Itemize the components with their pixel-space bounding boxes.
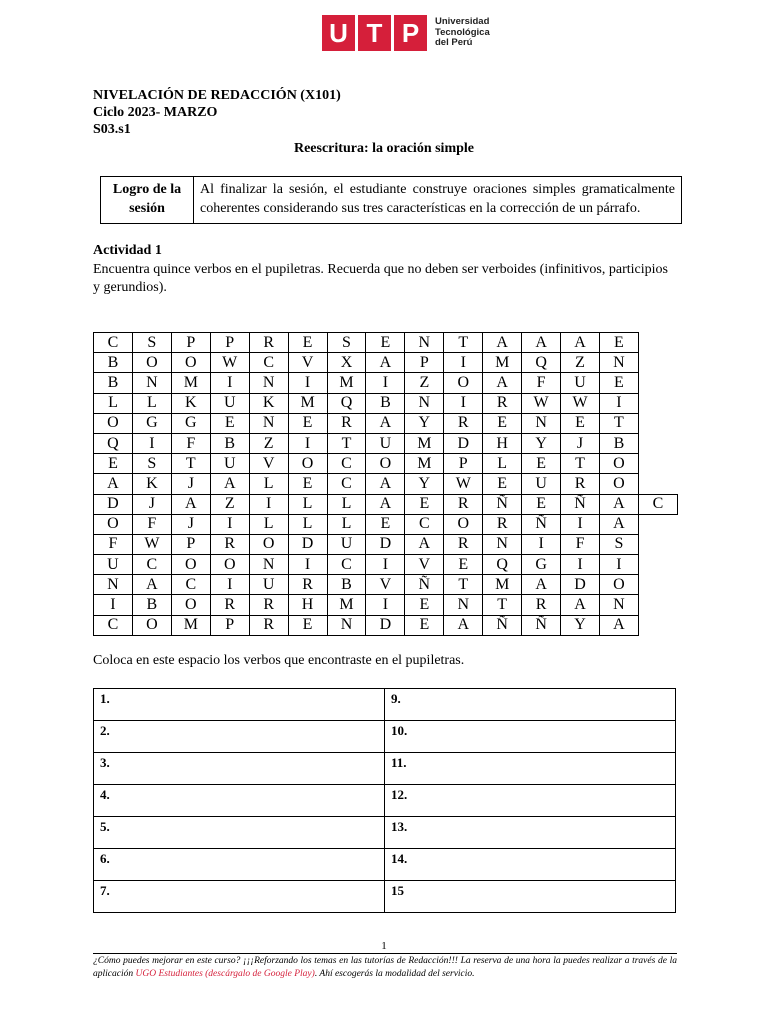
grid-row (94, 393, 678, 413)
grid-cell: C (249, 353, 288, 373)
grid-cell: I (249, 494, 288, 514)
grid-cell: A (483, 333, 522, 353)
grid-row (94, 433, 678, 453)
grid-cell: O (599, 474, 638, 494)
grid-cell: O (94, 514, 133, 534)
grid-cell: E (405, 595, 444, 615)
grid-cell: A (599, 514, 638, 534)
grid-cell: C (132, 555, 171, 575)
grid-cell: N (599, 353, 638, 373)
grid-cell: U (94, 555, 133, 575)
grid-cell: M (327, 373, 366, 393)
grid-cell: H (483, 433, 522, 453)
grid-cell: R (249, 615, 288, 635)
answer-field[interactable]: 1. (94, 689, 385, 721)
word-search-grid (93, 332, 678, 636)
grid-cell: B (210, 433, 249, 453)
grid-cell: U (210, 454, 249, 474)
grid-cell: F (561, 534, 600, 554)
grid-cell: B (94, 353, 133, 373)
grid-cell: O (599, 454, 638, 474)
grid-cell: Ñ (405, 575, 444, 595)
grid-cell: Z (210, 494, 249, 514)
grid-cell: D (444, 433, 483, 453)
grid-cell: P (444, 454, 483, 474)
grid-cell: I (444, 353, 483, 373)
grid-cell: O (288, 454, 327, 474)
grid-row (94, 454, 678, 474)
grid-cell: Y (405, 474, 444, 494)
grid-cell: C (638, 494, 677, 514)
grid-cell: A (366, 474, 405, 494)
grid-cell: U (366, 433, 405, 453)
answers-table (93, 688, 676, 913)
footer-text-2: . Ahí escogerás la modalidad del servicio. (314, 969, 475, 979)
grid-cell: O (210, 555, 249, 575)
grid-cell: R (444, 534, 483, 554)
logo-line-2: Tecnológica (435, 26, 490, 38)
grid-cell: A (561, 595, 600, 615)
grid-cell: M (405, 454, 444, 474)
grid-cell: F (522, 373, 561, 393)
answer-row (94, 689, 676, 721)
grid-cell: Z (405, 373, 444, 393)
grid-cell: E (288, 615, 327, 635)
grid-cell: A (366, 353, 405, 373)
grid-cell: P (210, 333, 249, 353)
grid-cell: C (405, 514, 444, 534)
grid-cell: O (444, 373, 483, 393)
grid-cell: D (94, 494, 133, 514)
course-title: NIVELACIÓN DE REDACCIÓN (X101) (93, 88, 341, 103)
utp-logo-letters (322, 15, 427, 51)
grid-cell: Q (327, 393, 366, 413)
grid-cell: O (132, 353, 171, 373)
grid-cell: R (444, 494, 483, 514)
footer-app-link[interactable]: UGO Estudiantes (descárgalo de Google Play) (135, 969, 315, 979)
grid-cell: E (522, 454, 561, 474)
grid-cell: N (405, 393, 444, 413)
grid-cell: F (94, 534, 133, 554)
grid-cell: M (327, 595, 366, 615)
grid-cell: R (327, 413, 366, 433)
grid-row (94, 534, 678, 554)
grid-cell: O (366, 454, 405, 474)
grid-cell: T (171, 454, 210, 474)
grid-cell: I (288, 373, 327, 393)
grid-cell: L (288, 494, 327, 514)
grid-cell: L (483, 454, 522, 474)
grid-cell: D (561, 575, 600, 595)
grid-cell: Q (483, 555, 522, 575)
logo-university-name (435, 17, 490, 49)
grid-cell: C (94, 333, 133, 353)
grid-cell: N (405, 333, 444, 353)
grid-cell: T (599, 413, 638, 433)
grid-cell: R (210, 534, 249, 554)
answer-field[interactable]: 12. (385, 785, 676, 817)
grid-cell: L (327, 514, 366, 534)
grid-cell: N (522, 413, 561, 433)
grid-cell: R (444, 413, 483, 433)
grid-row (94, 595, 678, 615)
grid-cell: T (561, 454, 600, 474)
grid-cell: E (561, 413, 600, 433)
grid-cell: I (366, 595, 405, 615)
grid-cell: D (288, 534, 327, 554)
grid-cell: E (599, 333, 638, 353)
grid-cell: R (561, 474, 600, 494)
answer-row (94, 785, 676, 817)
utp-logo (322, 14, 490, 52)
grid-cell: O (132, 615, 171, 635)
grid-cell: T (444, 333, 483, 353)
grid-cell: D (366, 534, 405, 554)
grid-cell: A (171, 494, 210, 514)
grid-cell: W (522, 393, 561, 413)
grid-cell: H (288, 595, 327, 615)
answer-field[interactable]: 14. (385, 849, 676, 881)
grid-cell: E (405, 494, 444, 514)
grid-cell: Ñ (561, 494, 600, 514)
grid-cell: E (405, 615, 444, 635)
grid-cell: I (94, 595, 133, 615)
activity-instructions: Encuentra quince verbos en el pupiletras. Recuerda que no deben ser verboides (infinitivos, participios y gerundios). (93, 262, 668, 295)
grid-cell: Z (249, 433, 288, 453)
grid-cell: L (249, 474, 288, 494)
logo-letter-p: P (394, 15, 427, 51)
grid-cell: F (132, 514, 171, 534)
grid-cell: M (288, 393, 327, 413)
grid-cell: C (171, 575, 210, 595)
grid-cell: P (405, 353, 444, 373)
grid-cell: O (171, 353, 210, 373)
grid-cell: N (327, 615, 366, 635)
grid-cell: A (522, 333, 561, 353)
grid-cell: T (483, 595, 522, 615)
grid-cell: R (483, 393, 522, 413)
grid-cell: E (366, 514, 405, 534)
grid-cell: U (249, 575, 288, 595)
answer-field[interactable]: 13. (385, 817, 676, 849)
grid-cell: K (171, 393, 210, 413)
grid-cell: O (171, 555, 210, 575)
grid-cell: B (132, 595, 171, 615)
grid-cell: B (366, 393, 405, 413)
grid-cell: V (366, 575, 405, 595)
answers-instruction: Coloca en este espacio los verbos que encontraste en el pupiletras. (93, 653, 465, 668)
grid-cell: F (171, 433, 210, 453)
grid-cell: J (171, 514, 210, 534)
grid-cell: A (522, 575, 561, 595)
answer-row (94, 817, 676, 849)
grid-cell: U (210, 393, 249, 413)
grid-cell: I (210, 373, 249, 393)
grid-cell: E (444, 555, 483, 575)
grid-cell: P (171, 534, 210, 554)
answer-field[interactable]: 10. (385, 721, 676, 753)
grid-cell: S (132, 333, 171, 353)
grid-cell: R (522, 595, 561, 615)
grid-cell: S (132, 454, 171, 474)
grid-cell: Ñ (483, 494, 522, 514)
grid-cell: U (327, 534, 366, 554)
grid-cell: M (483, 353, 522, 373)
grid-row (94, 494, 678, 514)
grid-cell: G (522, 555, 561, 575)
answer-field[interactable]: 4. (94, 785, 385, 817)
footer-divider (93, 953, 677, 954)
grid-cell: T (444, 575, 483, 595)
grid-cell: R (210, 595, 249, 615)
grid-cell: I (599, 555, 638, 575)
grid-cell: V (249, 454, 288, 474)
answer-field[interactable]: 6. (94, 849, 385, 881)
grid-cell: W (210, 353, 249, 373)
grid-cell: A (483, 373, 522, 393)
grid-row (94, 413, 678, 433)
grid-cell: C (327, 454, 366, 474)
answer-row (94, 881, 676, 913)
grid-cell: S (599, 534, 638, 554)
grid-cell: E (483, 413, 522, 433)
grid-cell: I (599, 393, 638, 413)
logro-label: Logro de la sesión (101, 177, 194, 224)
grid-row (94, 575, 678, 595)
grid-cell: B (94, 373, 133, 393)
activity-title: Actividad 1 (93, 243, 162, 258)
grid-cell: N (249, 555, 288, 575)
grid-cell: J (171, 474, 210, 494)
grid-cell: A (444, 615, 483, 635)
grid-cell: N (94, 575, 133, 595)
grid-cell: U (561, 373, 600, 393)
answer-field[interactable]: 9. (385, 689, 676, 721)
grid-cell: O (599, 575, 638, 595)
answer-row (94, 721, 676, 753)
grid-cell: K (132, 474, 171, 494)
logo-letter-t: T (358, 15, 391, 51)
grid-row (94, 474, 678, 494)
grid-cell: G (171, 413, 210, 433)
grid-cell: W (561, 393, 600, 413)
grid-cell: E (522, 494, 561, 514)
grid-cell: M (483, 575, 522, 595)
grid-cell: L (288, 514, 327, 534)
answer-field[interactable]: 7. (94, 881, 385, 913)
grid-cell: D (366, 615, 405, 635)
grid-cell: K (249, 393, 288, 413)
grid-cell: O (94, 413, 133, 433)
grid-cell: O (171, 595, 210, 615)
grid-cell: Ñ (522, 615, 561, 635)
grid-cell: X (327, 353, 366, 373)
grid-cell: Ñ (483, 615, 522, 635)
grid-cell: A (405, 534, 444, 554)
grid-cell: N (483, 534, 522, 554)
grid-cell: N (599, 595, 638, 615)
grid-cell: O (444, 514, 483, 534)
logo-line-3: del Perú (435, 37, 473, 49)
page-title: Reescritura: la oración simple (293, 141, 474, 156)
grid-cell: I (366, 373, 405, 393)
grid-cell: E (210, 413, 249, 433)
logro-table (100, 176, 682, 224)
grid-cell: N (249, 413, 288, 433)
grid-cell: N (249, 373, 288, 393)
course-cycle: Ciclo 2023- MARZO (93, 105, 218, 120)
grid-cell: I (444, 393, 483, 413)
grid-cell: B (327, 575, 366, 595)
grid-row (94, 373, 678, 393)
grid-cell: E (288, 474, 327, 494)
grid-cell: E (483, 474, 522, 494)
grid-cell: Ñ (522, 514, 561, 534)
grid-cell: I (561, 514, 600, 534)
grid-cell: I (288, 555, 327, 575)
footer-text-1: ¿Cómo puedes mejorar en este curso? ¡¡¡Reforzando los temas en las tutorías de Redacción!!! La reserva de una hora la puedes realizar a través de la aplicación (93, 956, 677, 979)
grid-cell: E (288, 413, 327, 433)
grid-cell: A (210, 474, 249, 494)
grid-cell: A (561, 333, 600, 353)
grid-cell: E (599, 373, 638, 393)
grid-cell: R (288, 575, 327, 595)
grid-cell: C (94, 615, 133, 635)
grid-row (94, 555, 678, 575)
grid-cell: P (210, 615, 249, 635)
grid-cell: C (327, 555, 366, 575)
grid-cell: I (366, 555, 405, 575)
grid-cell: E (366, 333, 405, 353)
page-number: 1 (381, 940, 387, 952)
grid-cell: J (132, 494, 171, 514)
grid-cell: M (405, 433, 444, 453)
grid-row (94, 615, 678, 635)
grid-row (94, 353, 678, 373)
grid-cell: Q (522, 353, 561, 373)
grid-cell: E (94, 454, 133, 474)
grid-cell: I (210, 514, 249, 534)
grid-cell: I (132, 433, 171, 453)
grid-cell: M (171, 373, 210, 393)
grid-cell: A (366, 413, 405, 433)
grid-cell: S (327, 333, 366, 353)
grid-cell: A (599, 615, 638, 635)
grid-cell: I (288, 433, 327, 453)
grid-cell: Y (405, 413, 444, 433)
grid-cell: N (132, 373, 171, 393)
grid-cell: A (366, 494, 405, 514)
grid-cell: U (522, 474, 561, 494)
logo-line-1: Universidad (435, 16, 490, 28)
grid-cell: A (132, 575, 171, 595)
grid-cell: I (210, 575, 249, 595)
grid-cell: M (171, 615, 210, 635)
answer-row (94, 753, 676, 785)
grid-cell: R (249, 333, 288, 353)
grid-cell: I (522, 534, 561, 554)
grid-cell: V (405, 555, 444, 575)
logro-text: Al finalizar la sesión, el estudiante construye oraciones simples gramaticalmente coherentes considerando sus tres características en la corrección de un párrafo. (194, 177, 682, 224)
grid-cell: Q (94, 433, 133, 453)
grid-row (94, 333, 678, 353)
grid-cell: L (327, 494, 366, 514)
grid-cell: P (171, 333, 210, 353)
grid-cell: J (561, 433, 600, 453)
grid-cell: B (599, 433, 638, 453)
grid-cell: Y (561, 615, 600, 635)
grid-cell: L (249, 514, 288, 534)
grid-cell: V (288, 353, 327, 373)
grid-cell: O (249, 534, 288, 554)
grid-cell: Z (561, 353, 600, 373)
grid-cell: A (599, 494, 638, 514)
logo-letter-u: U (322, 15, 355, 51)
footer-note (93, 955, 677, 981)
grid-cell: L (132, 393, 171, 413)
grid-cell: W (444, 474, 483, 494)
answer-field[interactable]: 5. (94, 817, 385, 849)
grid-cell: C (327, 474, 366, 494)
grid-row (94, 514, 678, 534)
answer-field[interactable]: 15 (385, 881, 676, 913)
answer-field[interactable]: 2. (94, 721, 385, 753)
grid-cell: A (94, 474, 133, 494)
grid-cell: E (288, 333, 327, 353)
answer-row (94, 849, 676, 881)
grid-cell: L (94, 393, 133, 413)
session-code: S03.s1 (93, 122, 131, 137)
grid-cell: R (483, 514, 522, 534)
grid-cell: W (132, 534, 171, 554)
grid-cell: G (132, 413, 171, 433)
grid-cell: T (327, 433, 366, 453)
grid-cell: Y (522, 433, 561, 453)
grid-cell: N (444, 595, 483, 615)
answer-field[interactable]: 3. (94, 753, 385, 785)
answer-field[interactable]: 11. (385, 753, 676, 785)
grid-cell: I (561, 555, 600, 575)
grid-cell: R (249, 595, 288, 615)
